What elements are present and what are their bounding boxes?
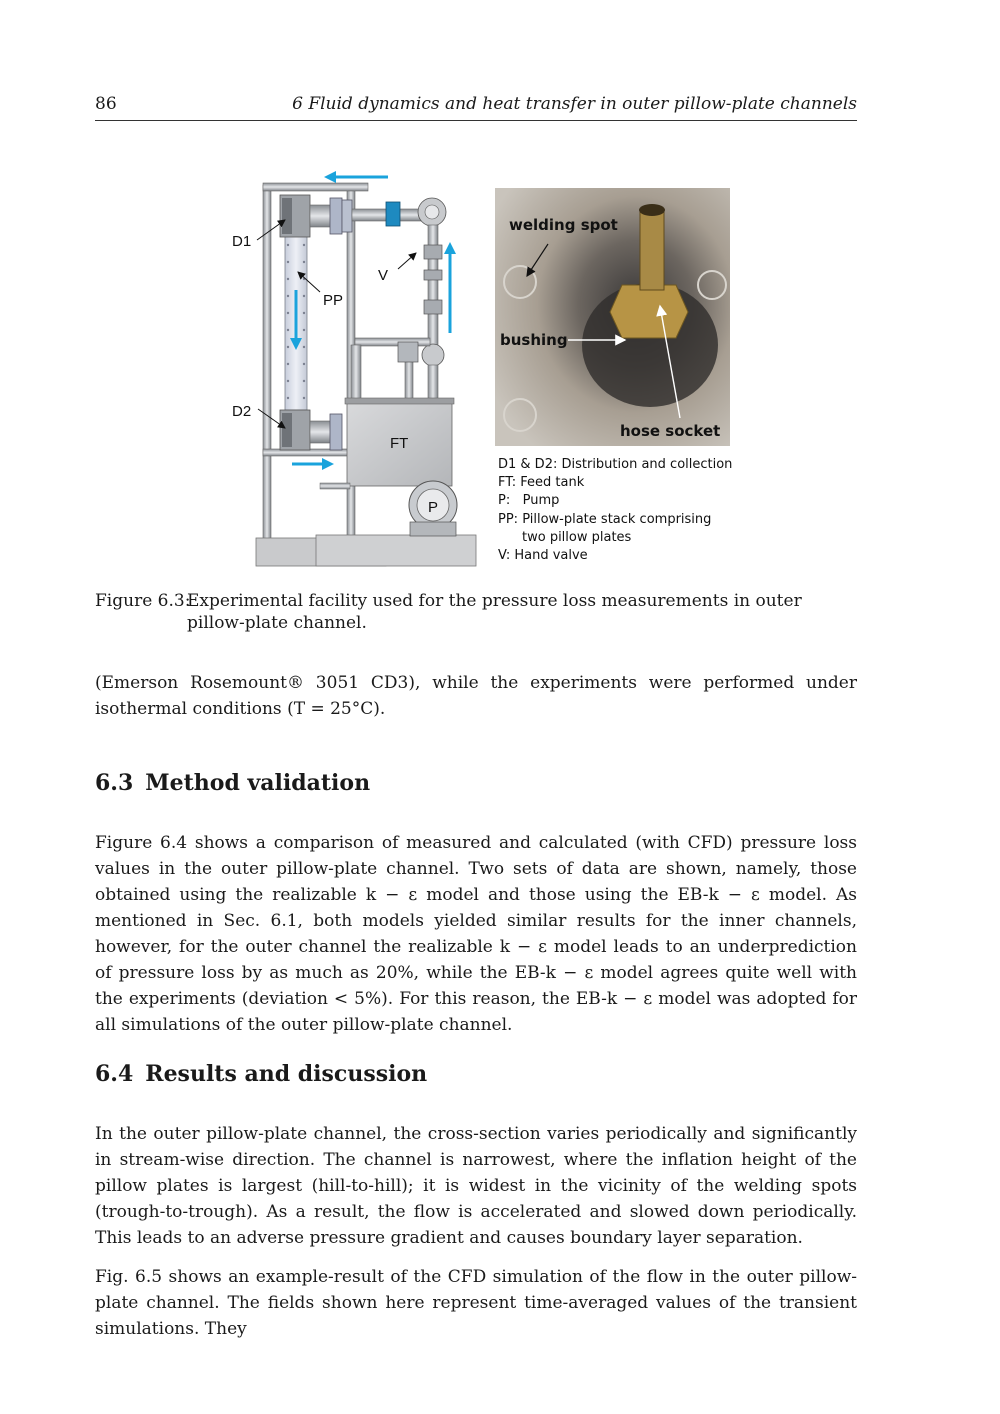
paragraph-results-2: Fig. 6.5 shows an example-result of the CFD simulation of the flow in the outer pillow-plate channel. The fields shown here represent time-averaged values of the transient simulations. They: [95, 1267, 857, 1339]
section-heading-6-4: [95, 1061, 427, 1087]
section-title: Results and discussion: [145, 1061, 428, 1087]
label-d2: D2: [232, 403, 252, 420]
label-p: P: [428, 499, 439, 516]
caption-label: Figure 6.3:: [95, 591, 191, 611]
legend-item: V: Hand valve: [498, 548, 588, 564]
label-hose-socket: hose socket: [620, 422, 721, 440]
section-title: Method validation: [145, 770, 371, 796]
section-heading-6-3: [95, 770, 370, 796]
legend-item: FT: Feed tank: [498, 475, 585, 491]
paragraph-method-validation: Figure 6.4 shows a comparison of measured and calculated (with CFD) pressure loss values in the outer pillow-plate channel. Two sets of data are shown, namely, those obtained using the realizable k − ε model and those using the EB-k − ε model. As mentioned in Sec. 6.1, both models yielded similar results for the inner channels, however, for the outer channel the realizable k − ε model leads to an underprediction of pressure loss by as much as 20%, while the EB-k − ε model agrees quite well with the experiments (deviation < 5%). For this reason, the EB-k − ε model was adopted for all simulations of the outer pillow-plate channel.: [95, 833, 857, 1035]
label-pp: PP: [323, 292, 344, 309]
legend-item: P: Pump: [498, 493, 560, 509]
page-number: 86: [95, 94, 117, 114]
label-welding-spot: welding spot: [509, 216, 618, 234]
caption-text: Experimental facility used for the pressure loss measurements in outer pillow-plate channel.: [187, 591, 802, 633]
paragraph-results-1: In the outer pillow-plate channel, the cross-section varies periodically and significantly in stream-wise direction. The channel is narrowest, where the inflation height of the pillow plates is largest (hill-to-hill); it is widest in the vicinity of the welding spots (trough-to-trough). As a result, the flow is accelerated and slowed down periodically. This leads to an adverse pressure gradient and causes boundary layer separation.: [95, 1124, 857, 1248]
hose-socket-photo: [495, 188, 730, 446]
figure-caption: [95, 590, 857, 634]
legend-item: D1 & D2: Distribution and collection: [498, 457, 733, 472]
label-v: V: [378, 267, 389, 284]
legend-item: PP: Pillow-plate stack comprising: [498, 511, 712, 527]
figure-legend: [498, 456, 732, 565]
section-number: 6.4: [95, 1061, 134, 1087]
running-title: 6 Fluid dynamics and heat transfer in outer pillow-plate channels: [292, 94, 857, 114]
paragraph-continuation: (Emerson Rosemount® 3051 CD3), while the experiments were performed under isothermal conditions (T = 25°C).: [95, 673, 857, 719]
legend-item: two pillow plates: [522, 529, 632, 545]
label-bushing: bushing: [500, 331, 568, 349]
section-number: 6.3: [95, 770, 134, 796]
label-ft: FT: [390, 435, 409, 452]
label-d1: D1: [232, 233, 252, 250]
